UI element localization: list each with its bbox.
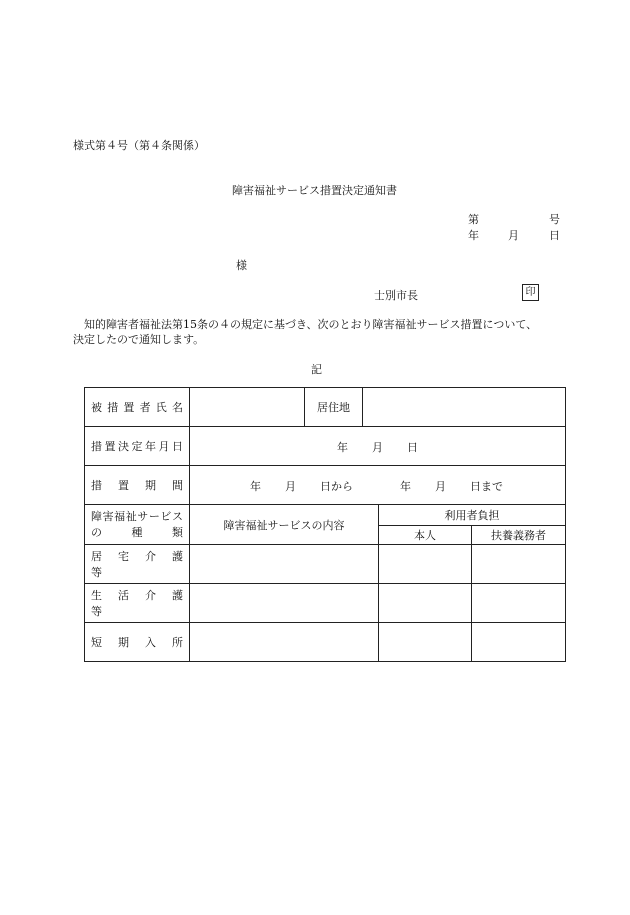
doc-no-prefix: 第 — [468, 213, 479, 226]
guardian-label: 扶養義務者 — [472, 526, 566, 545]
period-from-month: 月 — [285, 480, 296, 493]
row-label: 短 期 入 所 — [85, 623, 190, 662]
period-from-day: 日から — [320, 480, 353, 493]
guardian-burden-cell[interactable] — [472, 584, 566, 623]
table-row — [85, 545, 566, 584]
table-row — [85, 584, 566, 623]
service-type-label-line1: 障害福祉サービス — [91, 509, 183, 523]
document-title: 障害福祉サービス措置決定通知書 — [232, 184, 397, 197]
table-row — [85, 623, 566, 662]
ki-marker: 記 — [311, 363, 322, 376]
date-month: 月 — [508, 229, 519, 242]
subject-name-field[interactable] — [190, 388, 305, 427]
self-burden-cell[interactable] — [379, 623, 472, 662]
service-content-cell[interactable] — [190, 623, 379, 662]
decision-month: 月 — [372, 441, 383, 454]
self-label: 本人 — [379, 526, 472, 545]
seal-box: 印 — [522, 284, 539, 301]
service-type-label-line2: の 種 類 — [91, 525, 183, 539]
issuer: 士別市長 — [374, 289, 418, 302]
measure-table — [84, 387, 566, 662]
service-content-label: 障害福祉サービスの内容 — [190, 505, 379, 545]
period-to-year: 年 — [400, 480, 411, 493]
service-content-cell[interactable] — [190, 545, 379, 584]
decision-day: 日 — [407, 441, 418, 454]
date-day: 日 — [549, 229, 560, 242]
period-to-day: 日まで — [470, 480, 503, 493]
period-from-year: 年 — [250, 480, 261, 493]
decision-date-field[interactable] — [190, 427, 566, 466]
service-content-cell[interactable] — [190, 584, 379, 623]
self-burden-cell[interactable] — [379, 545, 472, 584]
row-label: 生 活 介 護 等 — [85, 584, 190, 623]
date-year: 年 — [468, 229, 479, 242]
burden-label: 利用者負担 — [379, 505, 566, 526]
period-field[interactable] — [190, 466, 566, 505]
subject-name-label: 被 措 置 者 氏 名 — [85, 388, 190, 427]
paragraph-line-1: 知的障害者福祉法第15条の４の規定に基づき、次のとおり障害福祉サービス措置について、 — [84, 318, 538, 331]
residence-field[interactable] — [363, 388, 566, 427]
guardian-burden-cell[interactable] — [472, 545, 566, 584]
notice-paragraph — [73, 317, 563, 347]
residence-label: 居住地 — [305, 388, 363, 427]
decision-date-label: 措置決定年月日 — [85, 427, 190, 466]
decision-year: 年 — [337, 441, 348, 454]
paragraph-line-2: 決定したので通知します。 — [73, 333, 205, 346]
addressee-suffix: 様 — [236, 259, 247, 272]
period-to-month: 月 — [435, 480, 446, 493]
self-burden-cell[interactable] — [379, 584, 472, 623]
period-label: 措 置 期 間 — [85, 466, 190, 505]
service-type-label — [85, 505, 190, 545]
guardian-burden-cell[interactable] — [472, 623, 566, 662]
form-number: 様式第４号（第４条関係） — [73, 139, 205, 152]
row-label: 居 宅 介 護 等 — [85, 545, 190, 584]
doc-no-suffix: 号 — [549, 213, 560, 226]
